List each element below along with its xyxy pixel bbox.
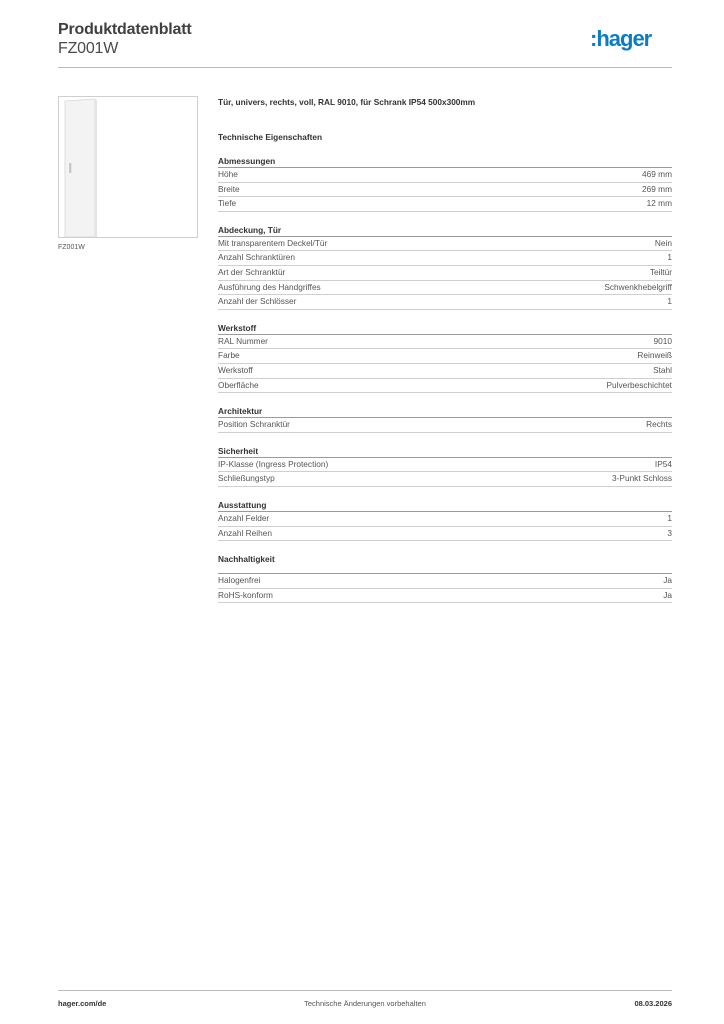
property-row (218, 472, 672, 487)
property-label: Werkstoff (218, 364, 253, 375)
image-caption: FZ001W (58, 244, 85, 251)
property-row (218, 379, 672, 394)
property-label: Anzahl Schranktüren (218, 252, 296, 263)
property-label: Anzahl Reihen (218, 527, 272, 538)
property-label: Breite (218, 183, 240, 194)
property-value: Nein (654, 237, 672, 248)
property-row (218, 237, 672, 252)
group-title: Ausstattung (218, 499, 672, 512)
property-row (218, 168, 672, 183)
property-label: Position Schranktür (218, 419, 290, 430)
page-header (58, 20, 672, 68)
property-label: Halogenfrei (218, 575, 261, 586)
property-value: 9010 (653, 335, 672, 346)
property-row (218, 349, 672, 364)
property-row (218, 251, 672, 266)
datasheet-content (218, 96, 672, 603)
property-label: Anzahl Felder (218, 512, 270, 523)
property-value: Stahl (653, 364, 672, 375)
door-illustration (59, 97, 197, 237)
property-row (218, 183, 672, 198)
property-group (218, 445, 672, 487)
product-image (58, 96, 198, 238)
property-value: 269 mm (642, 183, 672, 194)
svg-text::hager: :hager (590, 26, 652, 51)
property-row (218, 197, 672, 212)
property-row (218, 335, 672, 350)
property-value: Pulverbeschichtet (606, 379, 672, 390)
property-row (218, 364, 672, 379)
property-group (218, 405, 672, 433)
page-title: Produktdatenblatt (58, 21, 192, 38)
property-row (218, 458, 672, 473)
property-value: Reinweiß (637, 350, 672, 361)
property-row (218, 527, 672, 542)
section-heading: Technische Eigenschaften (218, 132, 323, 142)
property-value: 3 (667, 527, 672, 538)
property-row (218, 418, 672, 433)
property-row (218, 574, 672, 589)
property-label: Anzahl der Schlösser (218, 296, 297, 307)
property-label: RoHS-konform (218, 589, 273, 600)
property-group (218, 224, 672, 310)
property-group (218, 553, 672, 603)
group-title: Abmessungen (218, 155, 672, 168)
property-group (218, 155, 672, 212)
property-value: 1 (667, 296, 672, 307)
group-title: Architektur (218, 405, 672, 418)
product-code: FZ001W (58, 40, 119, 57)
property-label: Ausführung des Handgriffes (218, 281, 321, 292)
property-row (218, 589, 672, 604)
property-row (218, 295, 672, 310)
group-title: Sicherheit (218, 445, 672, 458)
property-row (218, 266, 672, 281)
property-label: Tiefe (218, 198, 237, 209)
property-label: RAL Nummer (218, 335, 268, 346)
property-group (218, 499, 672, 541)
property-label: Farbe (218, 350, 240, 361)
property-value: 1 (667, 252, 672, 263)
property-value: Schwenkhebelgriff (604, 281, 672, 292)
property-value: 12 mm (646, 198, 672, 209)
group-title: Nachhaltigkeit (218, 553, 672, 574)
property-value: 469 mm (642, 169, 672, 179)
property-label: Oberfläche (218, 379, 259, 390)
footer-note: Technische Änderungen vorbehalten (304, 999, 426, 1008)
property-value: Rechts (646, 419, 672, 430)
group-title: Werkstoff (218, 322, 672, 335)
footer-website: hager.com/de (58, 999, 107, 1008)
property-label: IP-Klasse (Ingress Protection) (218, 458, 329, 469)
property-groups (218, 155, 672, 603)
property-label: Höhe (218, 169, 238, 179)
property-value: Ja (663, 589, 672, 600)
group-title: Abdeckung, Tür (218, 224, 672, 237)
property-row (218, 281, 672, 296)
page-footer (58, 990, 672, 1012)
property-label: Art der Schranktür (218, 266, 286, 277)
property-value: 3-Punkt Schloss (612, 473, 672, 484)
footer-date: 08.03.2026 (634, 999, 672, 1008)
property-label: Mit transparentem Deckel/Tür (218, 237, 328, 248)
hager-logo (590, 26, 672, 54)
property-value: Ja (663, 575, 672, 586)
property-value: Teiltür (649, 266, 672, 277)
product-title: Tür, univers, rechts, voll, RAL 9010, für Schrank IP54 500x300mm (218, 97, 476, 107)
property-row (218, 512, 672, 527)
property-value: 1 (667, 512, 672, 523)
property-value: IP54 (654, 458, 672, 469)
property-group (218, 322, 672, 393)
property-label: Schließungstyp (218, 473, 275, 484)
